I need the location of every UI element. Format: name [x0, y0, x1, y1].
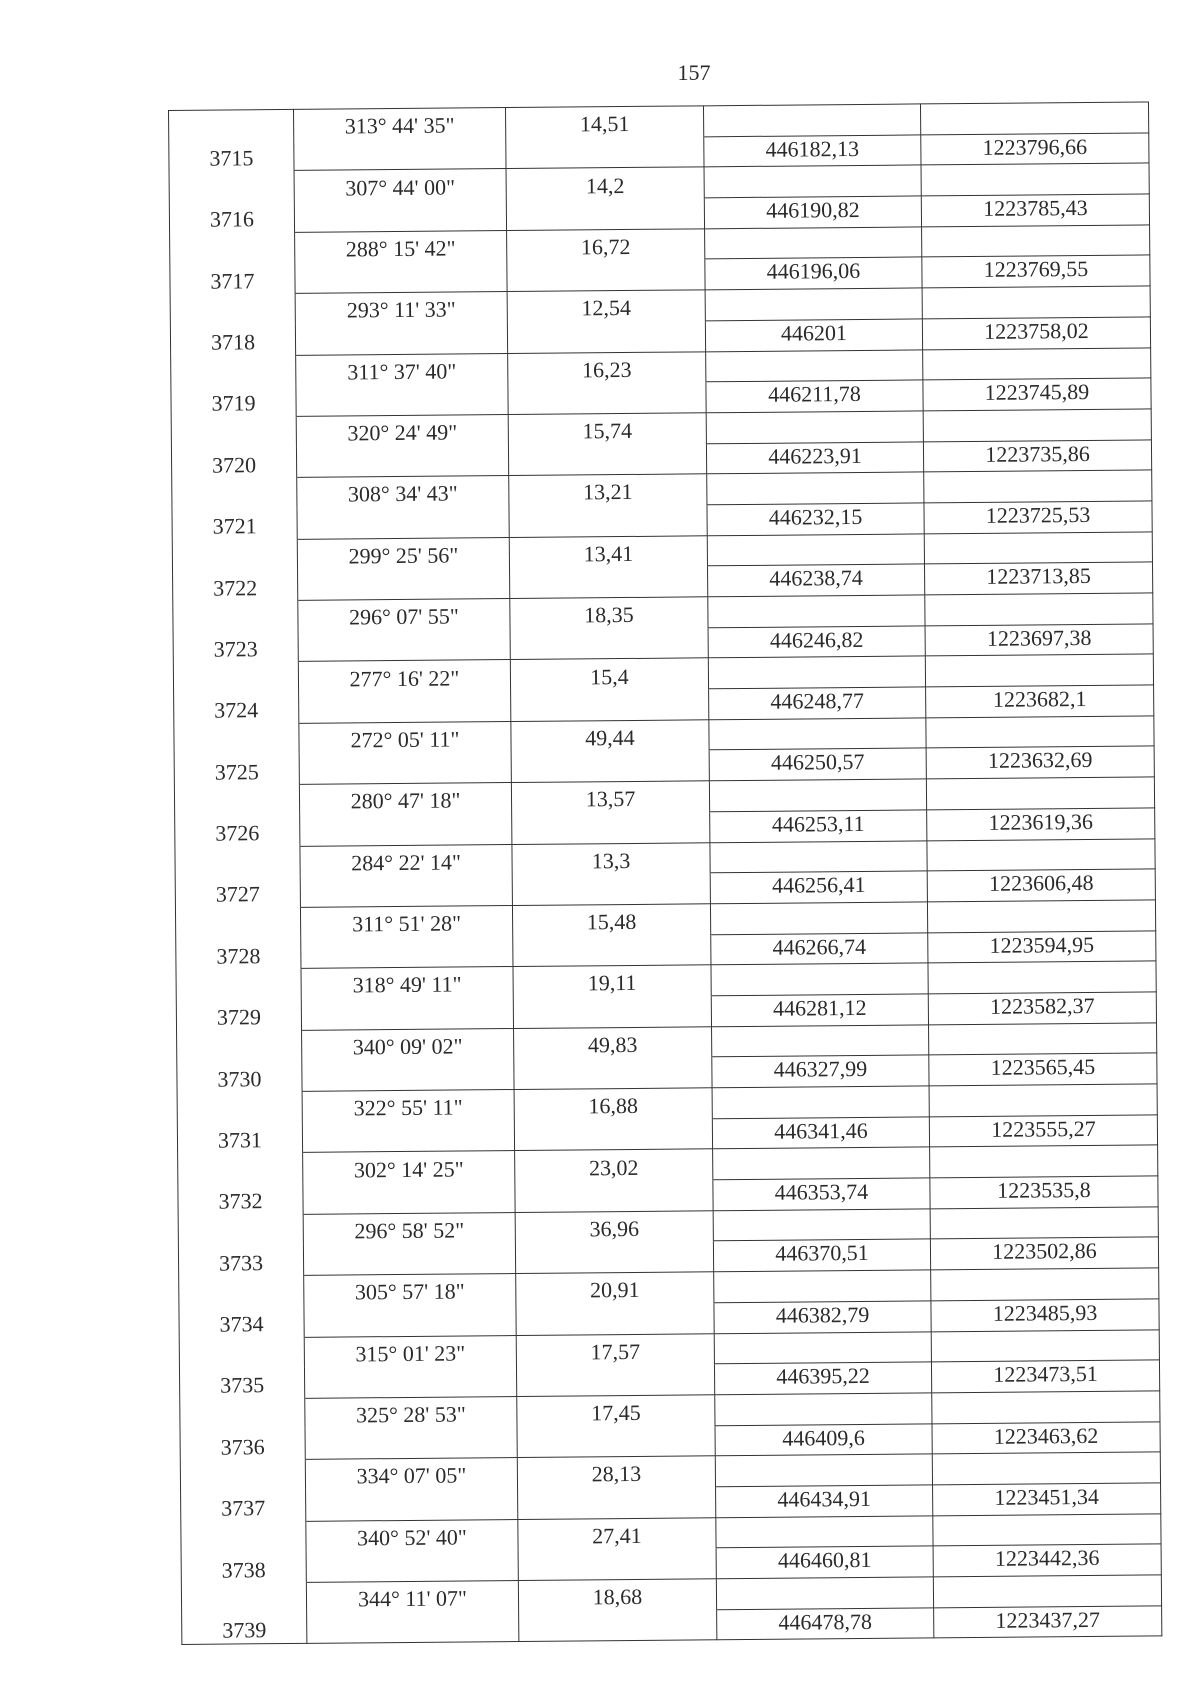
distance-cell: 16,72 [507, 229, 705, 261]
x-coordinate-value: 446182,13 [704, 135, 921, 168]
x-coordinate-value: 446327,99 [712, 1055, 929, 1088]
y-coordinate-cell [929, 1084, 1157, 1117]
point-number-cell: 3715 [169, 140, 294, 172]
x-coordinate-cell [716, 1516, 933, 1549]
distance-cell: 19,11 [513, 965, 711, 997]
y-coordinate-value: 1223769,55 [922, 255, 1150, 288]
empty-cell [513, 996, 711, 1028]
x-coordinate-value: 446382,79 [714, 1301, 931, 1334]
x-coordinate-value: 446238,74 [708, 564, 925, 597]
direction-angle-cell: 311° 51' 28" [300, 905, 512, 938]
empty-cell [515, 1180, 713, 1212]
y-coordinate-cell [920, 102, 1148, 135]
y-coordinate-value: 1223619,36 [927, 808, 1155, 841]
direction-angle-cell: 293° 11' 33" [295, 292, 507, 325]
coordinates-table-body [169, 102, 1162, 1645]
direction-angle-cell: 288° 15' 42" [295, 230, 507, 263]
distance-cell: 14,51 [505, 106, 703, 138]
y-coordinate-value: 1223796,66 [921, 133, 1149, 166]
empty-cell [294, 138, 506, 171]
x-coordinate-value: 446409,6 [715, 1423, 932, 1456]
x-coordinate-cell [709, 779, 926, 812]
empty-cell [295, 261, 507, 294]
empty-cell [512, 812, 710, 844]
distance-cell: 16,23 [508, 351, 706, 383]
x-coordinate-value: 446190,82 [704, 196, 921, 229]
x-coordinate-value: 446353,74 [713, 1178, 930, 1211]
distance-cell: 17,45 [517, 1395, 715, 1427]
empty-cell [515, 1241, 713, 1273]
y-coordinate-cell [928, 961, 1156, 994]
point-spacer-cell [173, 662, 298, 694]
empty-cell [512, 873, 710, 905]
point-number-cell: 3722 [173, 570, 298, 602]
x-coordinate-cell [716, 1577, 933, 1610]
x-coordinate-cell [707, 534, 924, 567]
y-coordinate-cell [925, 654, 1153, 687]
y-coordinate-value: 1223555,27 [929, 1115, 1157, 1148]
x-coordinate-cell [706, 411, 923, 444]
x-coordinate-cell [710, 902, 927, 935]
x-coordinate-value: 446395,22 [714, 1362, 931, 1395]
direction-angle-cell: 334° 07' 05" [305, 1458, 517, 1491]
y-coordinate-value: 1223697,38 [925, 624, 1153, 657]
x-coordinate-value: 446232,15 [707, 503, 924, 536]
y-coordinate-value: 1223582,37 [928, 992, 1156, 1025]
direction-angle-cell: 284° 22' 14" [300, 844, 512, 877]
point-spacer-cell [171, 416, 296, 448]
y-coordinate-cell [933, 1575, 1161, 1608]
direction-angle-cell: 340° 09' 02" [302, 1028, 514, 1061]
point-spacer-cell [179, 1337, 304, 1369]
y-coordinate-value: 1223632,69 [926, 746, 1154, 779]
point-spacer-cell [175, 907, 300, 939]
empty-cell [509, 505, 707, 537]
empty-cell [295, 322, 507, 355]
direction-angle-cell: 296° 58' 52" [303, 1212, 515, 1245]
x-coordinate-value: 446281,12 [711, 994, 928, 1027]
point-spacer-cell [169, 109, 294, 141]
empty-cell [304, 1304, 516, 1337]
direction-angle-cell: 325° 28' 53" [305, 1396, 517, 1429]
x-coordinate-cell [708, 656, 925, 689]
point-spacer-cell [176, 969, 301, 1001]
empty-cell [297, 506, 509, 539]
distance-cell: 49,83 [514, 1026, 712, 1058]
empty-cell [506, 198, 704, 230]
point-spacer-cell [170, 232, 295, 264]
point-spacer-cell [180, 1460, 305, 1492]
empty-cell [508, 443, 706, 475]
distance-cell: 18,35 [510, 597, 708, 629]
x-coordinate-cell [705, 227, 922, 260]
x-coordinate-cell [708, 595, 925, 628]
empty-cell [516, 1303, 714, 1335]
point-spacer-cell [170, 294, 295, 326]
empty-cell [294, 200, 506, 233]
y-coordinate-value: 1223463,62 [932, 1421, 1160, 1454]
point-number-cell: 3726 [175, 815, 300, 847]
point-number-cell: 3720 [171, 447, 296, 479]
direction-angle-cell: 302° 14' 25" [303, 1151, 515, 1184]
x-coordinate-cell [711, 963, 928, 996]
direction-angle-cell: 318° 49' 11" [301, 967, 513, 1000]
direction-angle-cell: 311° 37' 40" [296, 353, 508, 386]
direction-angle-cell: 305° 57' 18" [304, 1274, 516, 1307]
y-coordinate-value: 1223713,85 [924, 562, 1152, 595]
empty-cell [506, 137, 704, 169]
y-coordinate-value: 1223502,86 [930, 1237, 1158, 1270]
x-coordinate-cell [714, 1270, 931, 1303]
point-number-cell: 3737 [181, 1490, 306, 1522]
distance-cell: 12,54 [507, 290, 705, 322]
empty-cell [296, 445, 508, 478]
empty-cell [510, 627, 708, 659]
y-coordinate-cell [923, 409, 1151, 442]
x-coordinate-value: 446370,51 [713, 1239, 930, 1272]
empty-cell [306, 1550, 518, 1583]
distance-cell: 23,02 [515, 1149, 713, 1181]
empty-cell [510, 566, 708, 598]
point-spacer-cell [174, 723, 299, 755]
empty-cell [516, 1364, 714, 1396]
x-coordinate-cell [709, 718, 926, 751]
y-coordinate-value: 1223606,48 [927, 869, 1155, 902]
direction-angle-cell: 277° 16' 22" [298, 660, 510, 693]
y-coordinate-value: 1223745,89 [923, 378, 1151, 411]
y-coordinate-cell [931, 1329, 1159, 1362]
point-number-cell: 3733 [178, 1245, 303, 1277]
empty-cell [518, 1548, 716, 1580]
empty-cell [303, 1243, 515, 1276]
empty-cell [301, 997, 513, 1030]
point-number-cell: 3734 [179, 1306, 304, 1338]
y-coordinate-cell [926, 716, 1154, 749]
y-coordinate-value: 1223442,36 [933, 1544, 1161, 1577]
point-number-cell: 3719 [171, 386, 296, 418]
y-coordinate-cell [925, 593, 1153, 626]
point-number-cell: 3725 [174, 754, 299, 786]
y-coordinate-cell [924, 470, 1152, 503]
x-coordinate-cell [712, 1025, 929, 1058]
empty-cell [514, 1057, 712, 1089]
point-spacer-cell [181, 1521, 306, 1553]
point-number-cell: 3724 [174, 692, 299, 724]
distance-cell: 36,96 [515, 1211, 713, 1243]
point-spacer-cell [169, 171, 294, 203]
empty-cell [306, 1488, 518, 1521]
empty-cell [302, 1059, 514, 1092]
point-spacer-cell [178, 1214, 303, 1246]
empty-cell [298, 568, 510, 601]
x-coordinate-value: 446250,57 [709, 748, 926, 781]
y-coordinate-cell [921, 163, 1149, 196]
y-coordinate-value: 1223725,53 [924, 501, 1152, 534]
x-coordinate-value: 446223,91 [706, 441, 923, 474]
direction-angle-cell: 272° 05' 11" [299, 721, 511, 754]
empty-cell [519, 1609, 717, 1641]
empty-cell [307, 1611, 519, 1644]
direction-angle-cell: 307° 44' 00" [294, 169, 506, 202]
point-number-cell: 3727 [175, 877, 300, 909]
x-coordinate-value: 446478,78 [717, 1608, 934, 1641]
direction-angle-cell: 299° 25' 56" [297, 537, 509, 570]
point-number-cell: 3729 [176, 999, 301, 1031]
y-coordinate-cell [923, 347, 1151, 380]
empty-cell [299, 752, 511, 785]
empty-cell [511, 750, 709, 782]
point-number-cell: 3716 [169, 201, 294, 233]
survey-sheet [168, 101, 1161, 1645]
distance-cell: 15,74 [508, 413, 706, 445]
x-coordinate-value: 446341,46 [712, 1117, 929, 1150]
empty-cell [301, 936, 513, 969]
point-number-cell: 3723 [173, 631, 298, 663]
y-coordinate-value: 1223437,27 [934, 1606, 1162, 1639]
y-coordinate-cell [931, 1268, 1159, 1301]
distance-cell: 27,41 [518, 1517, 716, 1549]
y-coordinate-cell [929, 1023, 1157, 1056]
y-coordinate-cell [927, 838, 1155, 871]
y-coordinate-value: 1223594,95 [928, 930, 1156, 963]
distance-cell: 28,13 [517, 1456, 715, 1488]
direction-angle-cell: 340° 52' 40" [306, 1519, 518, 1552]
distance-cell: 15,4 [510, 658, 708, 690]
point-spacer-cell [178, 1153, 303, 1185]
y-coordinate-value: 1223451,34 [933, 1483, 1161, 1516]
direction-angle-cell: 280° 47' 18" [299, 783, 511, 816]
x-coordinate-cell [712, 1086, 929, 1119]
distance-cell: 18,68 [518, 1579, 716, 1611]
y-coordinate-cell [930, 1145, 1158, 1178]
empty-cell [513, 934, 711, 966]
y-coordinate-cell [926, 777, 1154, 810]
x-coordinate-cell [714, 1331, 931, 1364]
x-coordinate-value: 446256,41 [710, 871, 927, 904]
y-coordinate-cell [933, 1514, 1161, 1547]
x-coordinate-cell [705, 288, 922, 321]
direction-angle-cell: 308° 34' 43" [297, 476, 509, 509]
empty-cell [300, 875, 512, 908]
direction-angle-cell: 296° 07' 55" [298, 599, 510, 632]
y-coordinate-value: 1223735,86 [923, 439, 1151, 472]
point-spacer-cell [174, 785, 299, 817]
point-number-cell: 3736 [180, 1429, 305, 1461]
x-coordinate-value: 446196,06 [705, 257, 922, 290]
y-coordinate-cell [927, 900, 1155, 933]
y-coordinate-value: 1223485,93 [931, 1299, 1159, 1332]
distance-cell: 13,57 [511, 781, 709, 813]
y-coordinate-cell [924, 532, 1152, 565]
x-coordinate-cell [713, 1209, 930, 1242]
x-coordinate-value: 446211,78 [706, 380, 923, 413]
x-coordinate-value: 446253,11 [710, 810, 927, 843]
y-coordinate-value: 1223473,51 [931, 1360, 1159, 1393]
empty-cell [511, 689, 709, 721]
point-spacer-cell [177, 1030, 302, 1062]
empty-cell [298, 629, 510, 662]
point-spacer-cell [179, 1275, 304, 1307]
distance-cell: 17,57 [516, 1333, 714, 1365]
distance-cell: 16,88 [514, 1088, 712, 1120]
distance-cell: 13,41 [509, 535, 707, 567]
direction-angle-cell: 322° 55' 11" [302, 1090, 514, 1123]
x-coordinate-value: 446246,82 [708, 626, 925, 659]
point-number-cell: 3732 [178, 1183, 303, 1215]
x-coordinate-value: 446201 [705, 319, 922, 352]
y-coordinate-value: 1223758,02 [922, 317, 1150, 350]
direction-angle-cell: 313° 44' 35" [293, 108, 505, 141]
point-number-cell: 3717 [170, 263, 295, 295]
empty-cell [303, 1182, 515, 1215]
empty-cell [507, 321, 705, 353]
empty-cell [300, 813, 512, 846]
point-spacer-cell [173, 600, 298, 632]
empty-cell [299, 691, 511, 724]
x-coordinate-cell [710, 840, 927, 873]
y-coordinate-cell [922, 286, 1150, 319]
direction-angle-cell: 315° 01' 23" [304, 1335, 516, 1368]
x-coordinate-cell [703, 104, 920, 137]
y-coordinate-value: 1223565,45 [929, 1053, 1157, 1086]
point-number-cell: 3735 [179, 1368, 304, 1400]
empty-cell [302, 1120, 514, 1153]
point-number-cell: 3738 [181, 1552, 306, 1584]
empty-cell [507, 259, 705, 291]
point-number-cell: 3739 [182, 1613, 307, 1645]
x-coordinate-value: 446248,77 [709, 687, 926, 720]
empty-cell [304, 1366, 516, 1399]
distance-cell: 20,91 [516, 1272, 714, 1304]
direction-angle-cell: 344° 11' 07" [306, 1580, 518, 1613]
y-coordinate-cell [930, 1207, 1158, 1240]
point-spacer-cell [177, 1091, 302, 1123]
point-spacer-cell [180, 1398, 305, 1430]
empty-cell [517, 1425, 715, 1457]
point-spacer-cell [172, 478, 297, 510]
x-coordinate-cell [715, 1454, 932, 1487]
distance-cell: 14,2 [506, 167, 704, 199]
y-coordinate-value: 1223785,43 [921, 194, 1149, 227]
x-coordinate-value: 446434,91 [716, 1485, 933, 1518]
y-coordinate-cell [922, 225, 1150, 258]
y-coordinate-value: 1223682,1 [926, 685, 1154, 718]
point-number-cell: 3731 [177, 1122, 302, 1154]
point-number-cell: 3718 [170, 324, 295, 356]
y-coordinate-cell [932, 1452, 1160, 1485]
direction-angle-cell: 320° 24' 49" [296, 414, 508, 447]
point-spacer-cell [171, 355, 296, 387]
x-coordinate-cell [704, 165, 921, 198]
x-coordinate-cell [715, 1393, 932, 1426]
empty-cell [518, 1487, 716, 1519]
x-coordinate-value: 446460,81 [716, 1546, 933, 1579]
point-number-cell: 3728 [176, 938, 301, 970]
distance-cell: 13,3 [512, 842, 710, 874]
x-coordinate-cell [707, 472, 924, 505]
point-number-cell: 3721 [172, 508, 297, 540]
x-coordinate-cell [706, 349, 923, 382]
y-coordinate-cell [932, 1391, 1160, 1424]
x-coordinate-value: 446266,74 [711, 932, 928, 965]
distance-cell: 15,48 [512, 904, 710, 936]
empty-cell [508, 382, 706, 414]
empty-cell [296, 384, 508, 417]
x-coordinate-cell [713, 1147, 930, 1180]
point-spacer-cell [181, 1582, 306, 1614]
y-coordinate-value: 1223535,8 [930, 1176, 1158, 1209]
point-spacer-cell [172, 539, 297, 571]
point-spacer-cell [175, 846, 300, 878]
page-number: 157 [677, 60, 711, 85]
distance-cell: 49,44 [511, 720, 709, 752]
coordinates-table [168, 101, 1162, 1645]
empty-cell [514, 1118, 712, 1150]
point-number-cell: 3730 [177, 1061, 302, 1093]
distance-cell: 13,21 [509, 474, 707, 506]
empty-cell [305, 1427, 517, 1460]
